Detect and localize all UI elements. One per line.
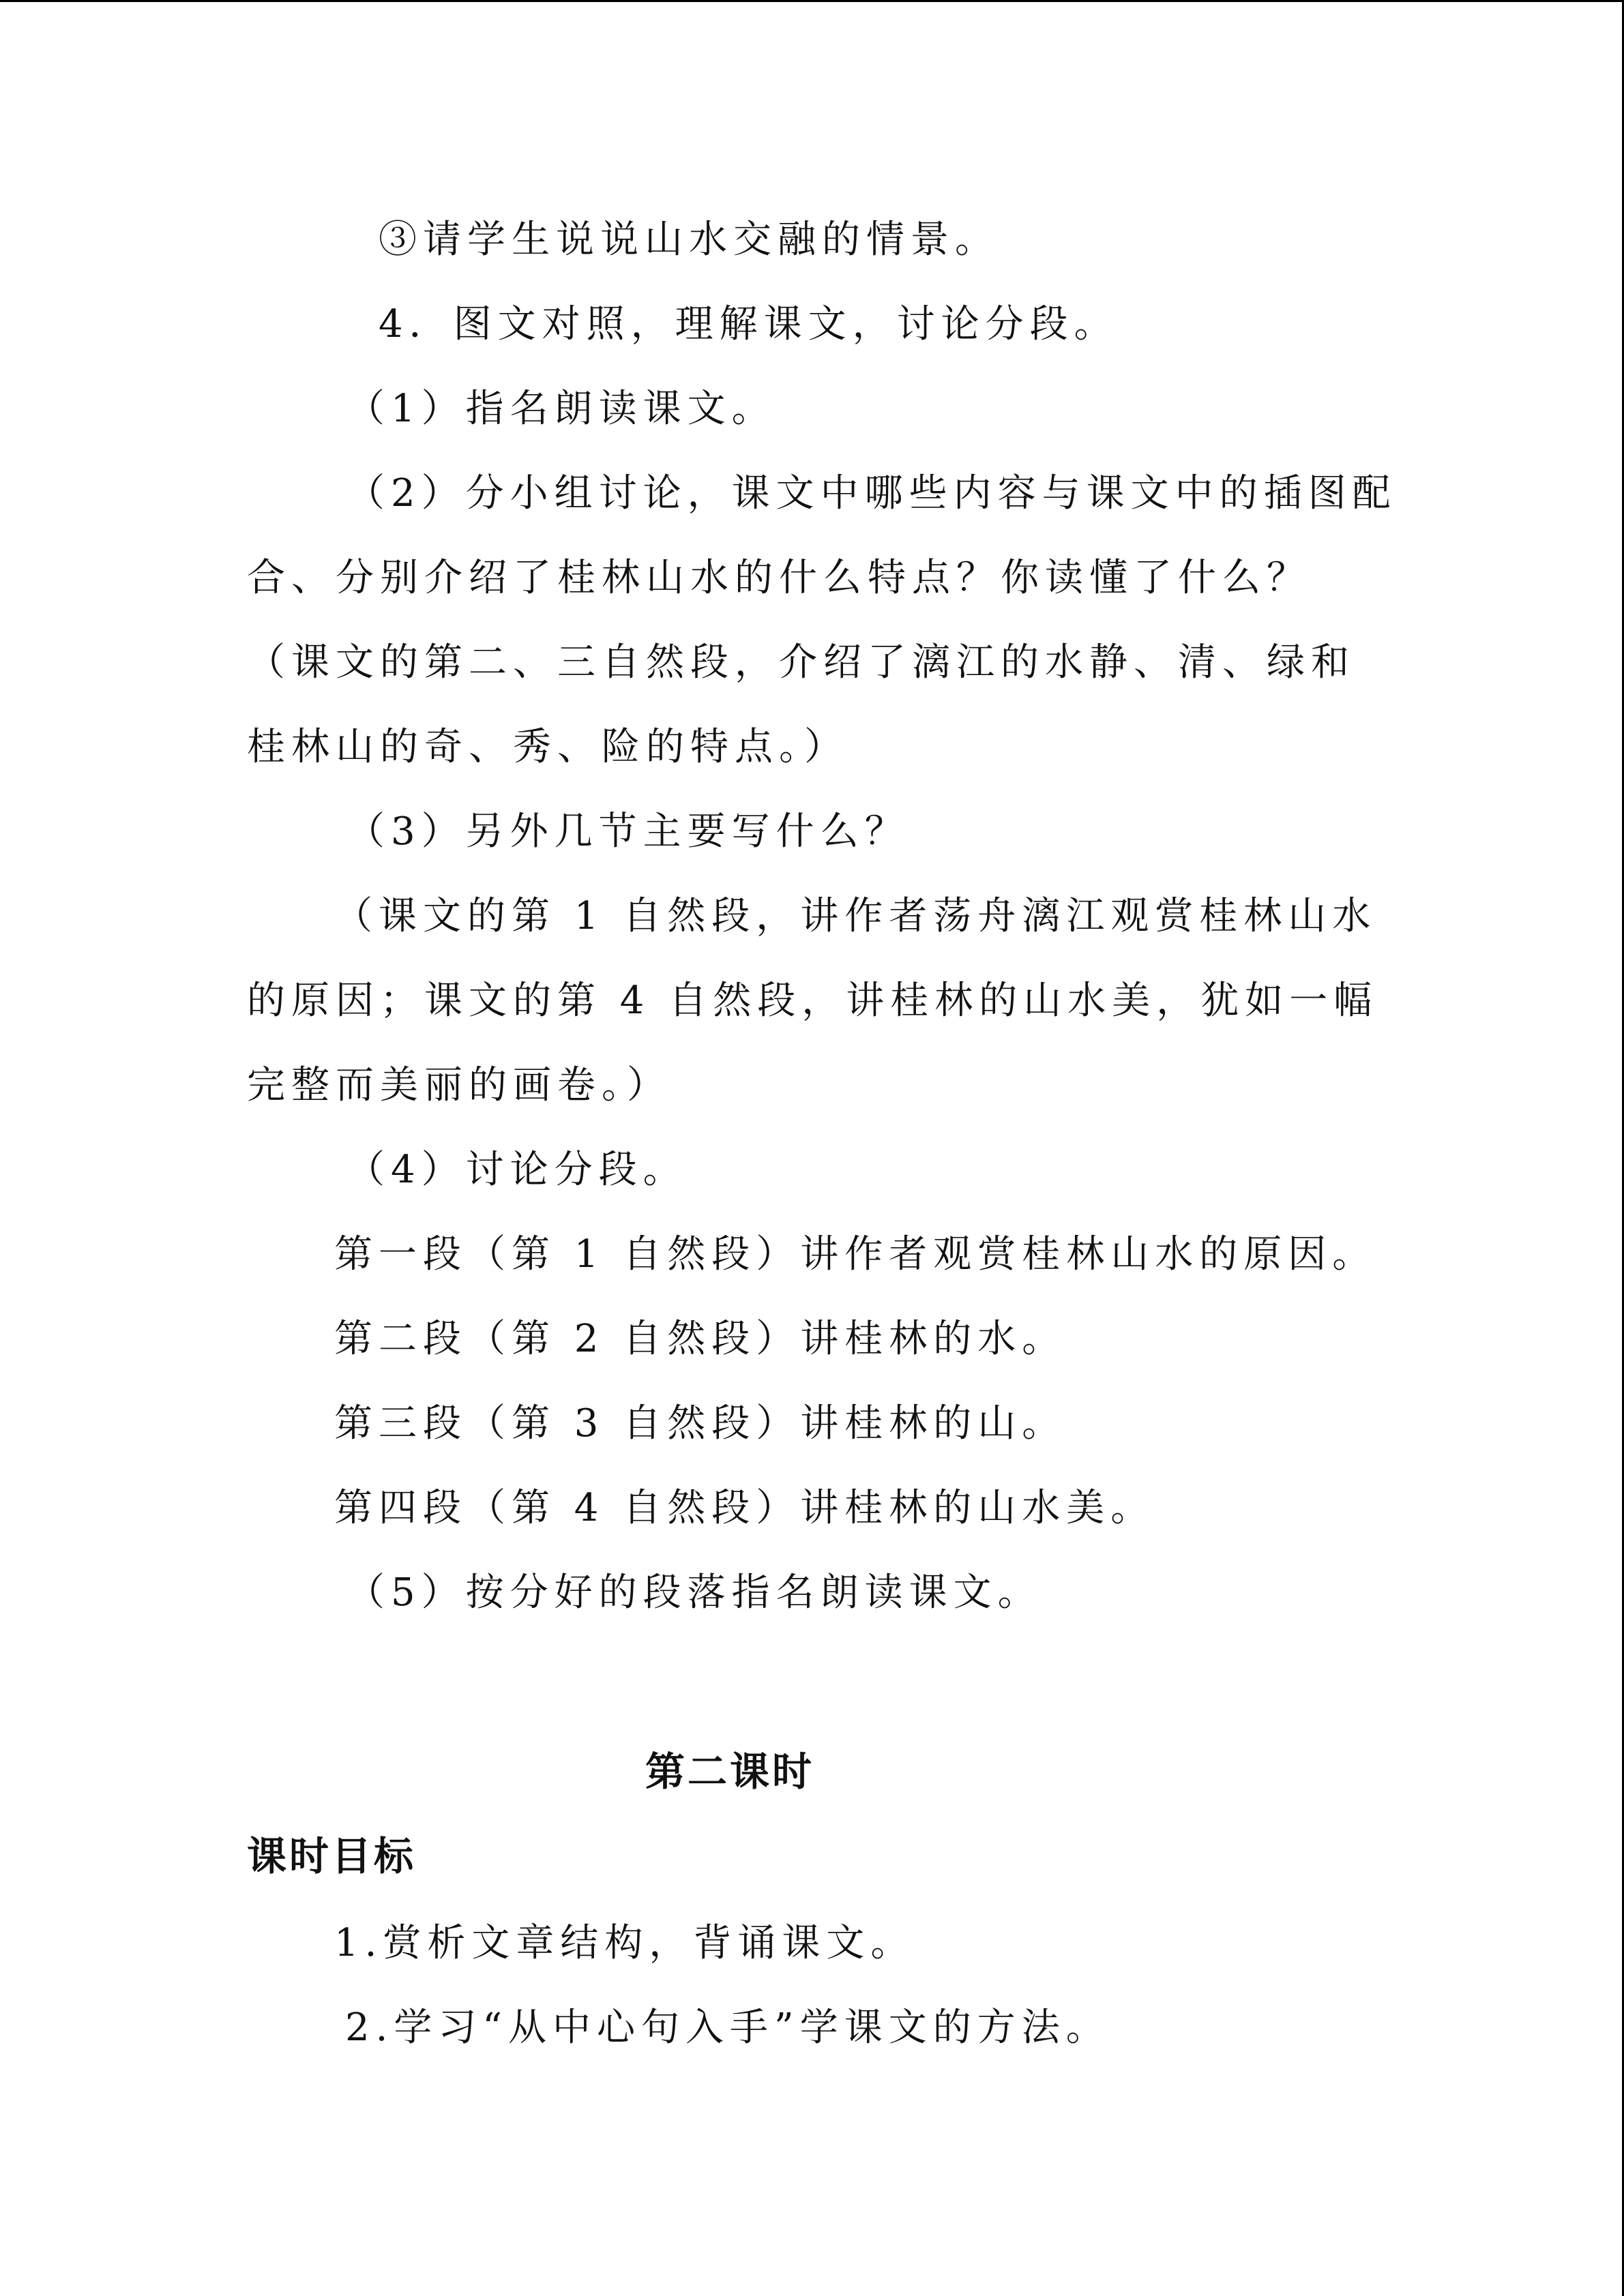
text-line: （4）讨论分段。 xyxy=(346,1148,688,1192)
text-line: 4．图文对照，理解课文，讨论分段。 xyxy=(379,302,1119,346)
text-line: 合、分别介绍了桂林山水的什么特点？你读懂了什么？ xyxy=(247,556,1311,600)
text-line: 完整而美丽的画卷。） xyxy=(247,1063,671,1107)
section-title: 第二课时 xyxy=(645,1748,814,1795)
text-line: （课文的第 1 自然段，讲作者荡舟漓江观赏桂林山水 xyxy=(334,894,1377,938)
text-line: （2）分小组讨论，课文中哪些内容与课文中的插图配 xyxy=(346,471,1397,516)
text-line: 第三段（第 3 自然段）讲桂林的山。 xyxy=(334,1401,1067,1446)
text-line: 第一段（第 1 自然段）讲作者观赏桂林山水的原因。 xyxy=(334,1232,1377,1277)
text-line: ③请学生说说山水交融的情景。 xyxy=(379,218,999,262)
text-line: 桂林山的奇、秀、险的特点。） xyxy=(247,725,848,769)
text-line: （5）按分好的段落指名朗读课文。 xyxy=(346,1570,1042,1615)
goal-item: 1.赏析文章结构，背诵课文。 xyxy=(334,1921,915,1965)
page-border-top xyxy=(0,0,1624,2)
text-line: 第二段（第 2 自然段）讲桂林的水。 xyxy=(334,1317,1067,1361)
text-line: 的原因；课文的第 4 自然段，讲桂林的山水美，犹如一幅 xyxy=(247,979,1378,1023)
text-line: 第四段（第 4 自然段）讲桂林的山水美。 xyxy=(334,1486,1155,1530)
subsection-title: 课时目标 xyxy=(247,1833,417,1879)
goal-item: 2.学习“从中心句入手”学课文的方法。 xyxy=(345,2006,1110,2050)
text-line: （课文的第二、三自然段，介绍了漓江的水静、清、绿和 xyxy=(247,640,1355,685)
text-line: （1）指名朗读课文。 xyxy=(346,387,776,431)
text-line: （3）另外几节主要写什么？ xyxy=(346,809,909,854)
